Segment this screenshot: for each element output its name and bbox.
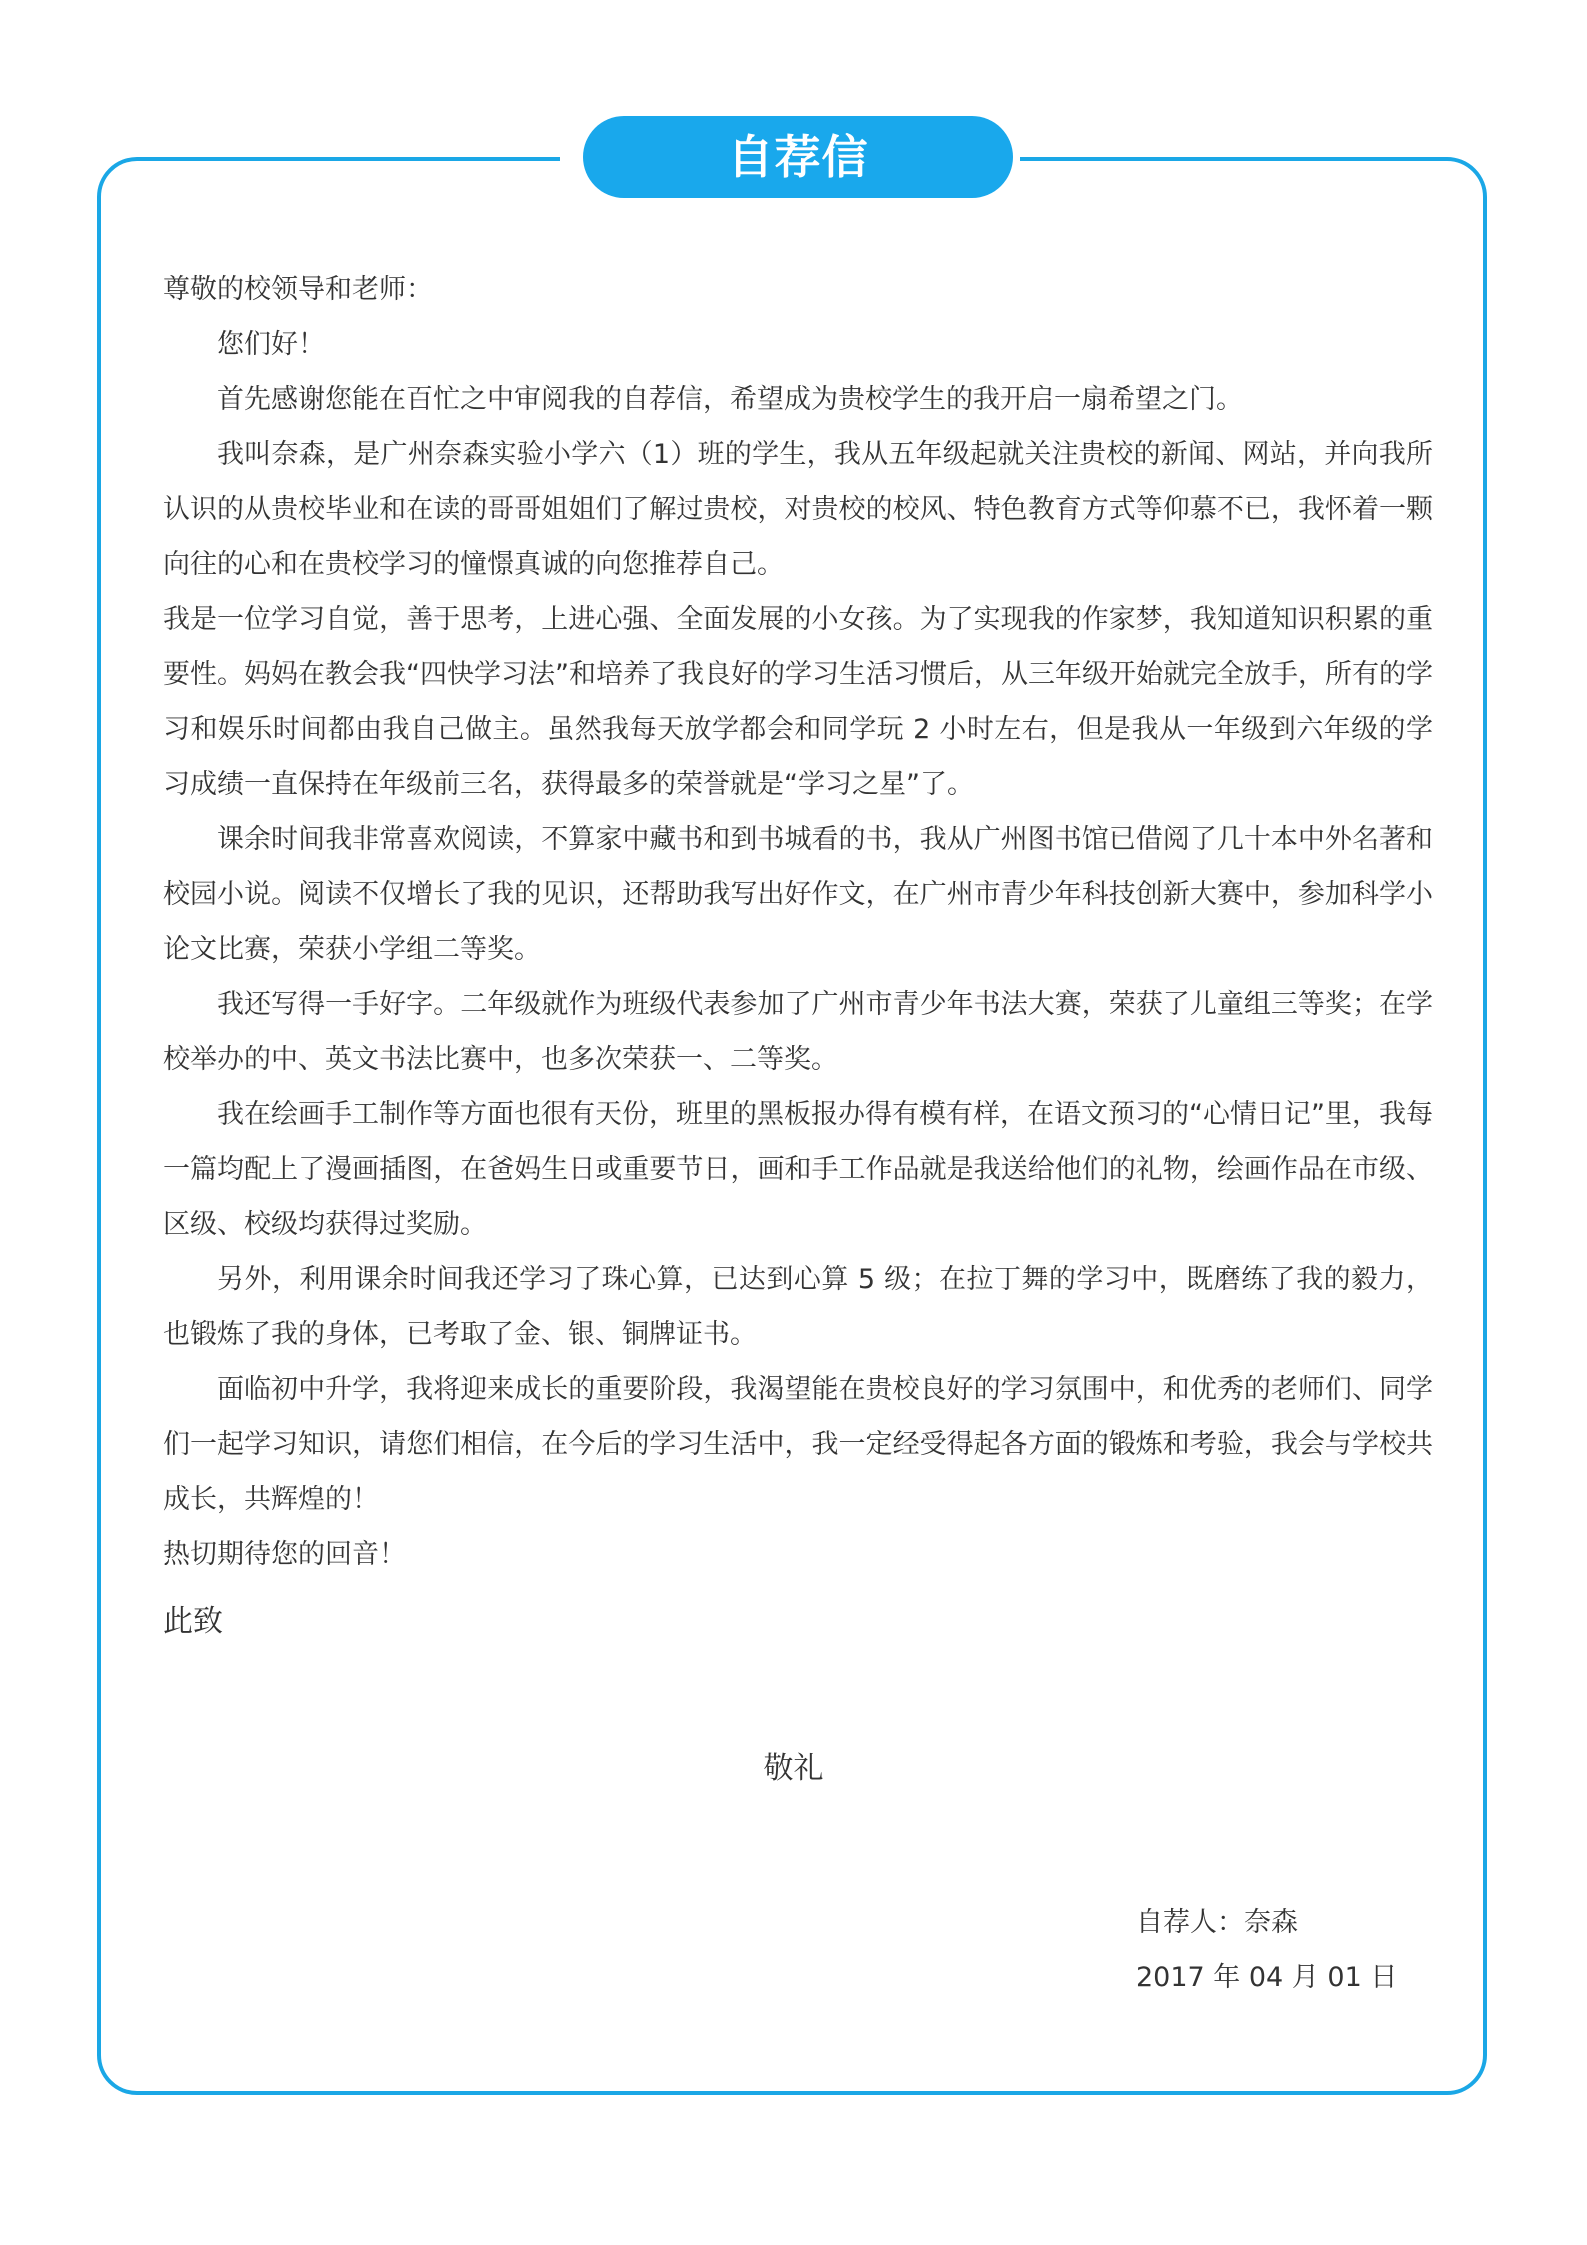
salutation: 尊敬的校领导和老师： [163, 274, 433, 305]
letter-body [163, 262, 1433, 1652]
paragraph-future: 面临初中升学，我将迎来成长的重要阶段，我渴望能在贵校良好的学习氛围中，和优秀的老师们、同学们一起学习知识，请您们相信，在今后的学习生活中，我一定经受得起各方面的锻炼和考验，我会与学校共成长，共辉煌的！ [163, 1374, 1433, 1515]
paragraph-expectation: 热切期待您的回音！ [163, 1539, 406, 1570]
document-title: 自荐信 [583, 116, 1013, 198]
paragraph-reading: 课余时间我非常喜欢阅读，不算家中藏书和到书城看的书，我从广州图书馆已借阅了几十本中外名著和校园小说。阅读不仅增长了我的见识，还帮助我写出好作文，在广州市青少年科技创新大赛中，参加科学小论文比赛，荣获小学组二等奖。 [163, 824, 1433, 965]
paragraph-thanks: 首先感谢您能在百忙之中审阅我的自荐信，希望成为贵校学生的我开启一扇希望之门。 [217, 384, 1243, 415]
paragraph-art: 我在绘画手工制作等方面也很有天份，班里的黑板报办得有模有样，在语文预习的“心情日记”里，我每一篇均配上了漫画插图，在爸妈生日或重要节日，画和手工作品就是我送给他们的礼物，绘画作品在市级、区级、校级均获得过奖励。 [163, 1099, 1433, 1240]
paragraph-introduction: 我叫奈森，是广州奈森实验小学六（1）班的学生，我从五年级起就关注贵校的新闻、网站，并向我所认识的从贵校毕业和在读的哥哥姐姐们了解过贵校，对贵校的校风、特色教育方式等仰慕不已，我怀着一颗向往的心和在贵校学习的憧憬真诚的向您推荐自己。 [163, 439, 1433, 580]
paragraph-extracurricular: 另外，利用课余时间我还学习了珠心算，已达到心算 5 级；在拉丁舞的学习中，既磨练了我的毅力，也锻炼了我的身体，已考取了金、银、铜牌证书。 [163, 1264, 1433, 1350]
paragraph-self-description: 我是一位学习自觉，善于思考，上进心强、全面发展的小女孩。为了实现我的作家梦，我知道知识积累的重要性。妈妈在教会我“四快学习法”和培养了我良好的学习生活习惯后，从三年级开始就完全放手，所有的学习和娱乐时间都由我自己做主。虽然我每天放学都会和同学玩 2 小时左右，但是我从一年级到六年级的学习成绩一直保持在年级前三名，获得最多的荣誉就是“学习之星”了。 [163, 604, 1433, 800]
paragraph-calligraphy: 我还写得一手好字。二年级就作为班级代表参加了广州市青少年书法大赛，荣获了儿童组三等奖；在学校举办的中、英文书法比赛中，也多次荣获一、二等奖。 [163, 989, 1433, 1075]
signature-date: 2017 年 04 月 01 日 [1136, 1962, 1398, 1993]
signature-block [1136, 1895, 1397, 2005]
paragraph-greeting: 您们好！ [217, 329, 325, 360]
respect-phrase: 敬礼 [763, 1751, 824, 1786]
closing-phrase: 此致 [163, 1604, 223, 1639]
signature-name: 自荐人：奈森 [1136, 1907, 1298, 1938]
